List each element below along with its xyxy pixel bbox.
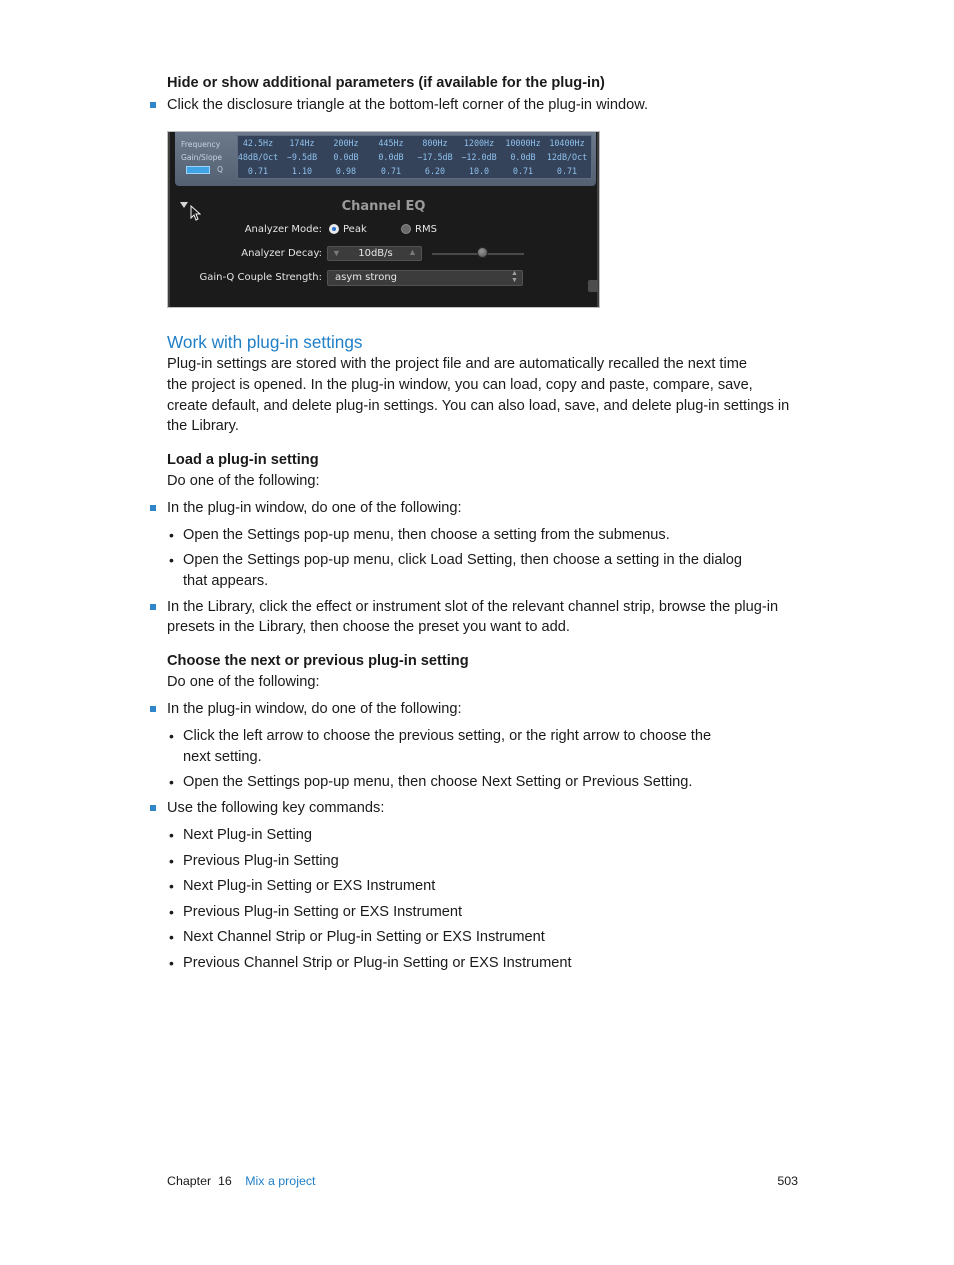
- bullet-square: [150, 706, 156, 712]
- footer-chapter: [167, 1173, 315, 1189]
- row-label-frequency: Frequency: [181, 140, 221, 149]
- freq-cell[interactable]: 10400Hz: [549, 138, 585, 148]
- bullet-square: [150, 102, 156, 108]
- paragraph-line: the Library.: [167, 418, 239, 435]
- eq-parameter-table: [175, 132, 596, 186]
- freq-cell[interactable]: 42.5Hz: [242, 138, 274, 148]
- decay-slider-knob[interactable]: [477, 247, 488, 258]
- key-command-item: Previous Plug-in Setting: [183, 853, 339, 869]
- sub-bullet-text: Open the Settings pop-up menu, then choose Next Setting or Previous Setting.: [183, 774, 693, 790]
- bullet-text: In the Library, click the effect or instrument slot of the relevant channel strip, browse the plug-in: [167, 599, 779, 615]
- bullet-dot: •: [169, 774, 174, 790]
- gain-cell[interactable]: −17.5dB: [417, 152, 453, 162]
- q-cell[interactable]: 0.71: [247, 166, 269, 176]
- freq-cell[interactable]: 10000Hz: [505, 138, 541, 148]
- bullet-dot: •: [169, 527, 174, 543]
- bullet-square: [150, 805, 156, 811]
- plugin-title: Channel EQ: [341, 199, 426, 214]
- bullet-square: [150, 505, 156, 511]
- bullet-text: In the plug-in window, do one of the following:: [167, 701, 462, 717]
- page-number: 503: [777, 1174, 798, 1188]
- popup-arrows-icon: ▲ ▼: [511, 270, 518, 284]
- key-command-item: Next Plug-in Setting or EXS Instrument: [183, 878, 436, 894]
- subheading-load: Load a plug-in setting: [167, 452, 319, 468]
- gain-q-label: Gain-Q Couple Strength:: [199, 272, 322, 283]
- sub-bullet-text: Open the Settings pop-up menu, then choose a setting from the submenus.: [183, 527, 670, 543]
- gain-cell[interactable]: −9.5dB: [286, 152, 318, 162]
- q-cell[interactable]: 0.71: [556, 166, 578, 176]
- section-paragraph: [167, 354, 789, 437]
- key-command-item: Previous Plug-in Setting or EXS Instrument: [183, 904, 463, 920]
- paragraph-line: the project is opened. In the plug-in window, you can load, copy and paste, compare, save,: [167, 376, 753, 393]
- bullet-dot: •: [169, 853, 174, 869]
- bullet-text: In the plug-in window, do one of the following:: [167, 500, 462, 516]
- scroll-handle[interactable]: [588, 280, 598, 292]
- analyzer-decay-label: Analyzer Decay:: [241, 248, 322, 259]
- bullet-dot: •: [169, 552, 174, 568]
- sub-bullet-text: that appears.: [183, 573, 269, 589]
- subheading-hide-show: Hide or show additional parameters (if available for the plug-in): [167, 75, 605, 91]
- rms-radio-label[interactable]: RMS: [415, 224, 437, 235]
- increment-arrow-icon[interactable]: ▲: [408, 247, 417, 257]
- bullet-dot: •: [169, 878, 174, 894]
- gain-q-value: asym strong: [335, 272, 398, 283]
- q-cell[interactable]: 0.71: [512, 166, 534, 176]
- freq-cell[interactable]: 800Hz: [422, 138, 448, 148]
- channel-eq-screenshot: [167, 131, 600, 308]
- freq-cell[interactable]: 174Hz: [289, 138, 315, 148]
- gain-cell[interactable]: 12dB/Oct: [546, 152, 588, 162]
- key-command-item: Next Plug-in Setting: [183, 827, 312, 843]
- paragraph-line: create default, and delete plug-in settings. You can also load, save, and delete plug-in settings in: [167, 397, 790, 414]
- decrement-arrow-icon[interactable]: ▼: [332, 248, 341, 258]
- peak-radio-icon[interactable]: [329, 224, 339, 234]
- freq-cell[interactable]: 200Hz: [333, 138, 359, 148]
- analyzer-mode-label: Analyzer Mode:: [244, 224, 322, 235]
- gain-cell[interactable]: 48dB/Oct: [237, 152, 279, 162]
- instruction-text: Click the disclosure triangle at the bottom-left corner of the plug-in window.: [167, 97, 649, 113]
- freq-cell[interactable]: 1200Hz: [463, 138, 495, 148]
- bullet-text: Use the following key commands:: [167, 800, 385, 816]
- eq-values-grid: [237, 135, 592, 179]
- gain-q-popup[interactable]: [327, 270, 523, 286]
- link-toggle-icon[interactable]: [186, 166, 210, 174]
- freq-cell[interactable]: 445Hz: [378, 138, 404, 148]
- gain-cell[interactable]: 0.0dB: [333, 152, 359, 162]
- gain-cell[interactable]: 0.0dB: [378, 152, 404, 162]
- footer-chapter-word: Chapter: [167, 1174, 212, 1188]
- lead-text: Do one of the following:: [167, 674, 320, 690]
- decay-stepper[interactable]: [327, 246, 422, 261]
- rms-radio-icon[interactable]: [401, 224, 411, 234]
- q-cell[interactable]: 0.98: [335, 166, 357, 176]
- footer-chapter-link[interactable]: Mix a project: [245, 1174, 316, 1188]
- bullet-square: [150, 604, 156, 610]
- row-label-gain-slope: Gain/Slope: [181, 153, 223, 162]
- bullet-dot: •: [169, 929, 174, 945]
- lead-text: Do one of the following:: [167, 473, 320, 489]
- sub-bullet-text: Click the left arrow to choose the previous setting, or the right arrow to choose the: [183, 728, 712, 744]
- subheading-choose: Choose the next or previous plug-in setting: [167, 653, 469, 669]
- paragraph-line: Plug-in settings are stored with the project file and are automatically recalled the next time: [167, 356, 747, 372]
- q-cell[interactable]: 1.10: [291, 166, 313, 176]
- sub-bullet-text: next setting.: [183, 749, 262, 765]
- bullet-dot: •: [169, 827, 174, 843]
- peak-radio-label[interactable]: Peak: [343, 224, 367, 235]
- key-command-item: Next Channel Strip or Plug-in Setting or EXS Instrument: [183, 929, 545, 945]
- q-cell[interactable]: 10.0: [468, 166, 490, 176]
- bullet-dot: •: [169, 904, 174, 920]
- section-title: Work with plug-in settings: [167, 332, 363, 352]
- bullet-dot: •: [169, 955, 174, 971]
- key-command-item: Previous Channel Strip or Plug-in Setting or EXS Instrument: [183, 955, 572, 971]
- decay-value: 10dB/s: [358, 248, 393, 259]
- row-label-q: Q: [217, 165, 223, 174]
- gain-cell[interactable]: −12.0dB: [461, 152, 497, 162]
- sub-bullet-text: Open the Settings pop-up menu, click Load Setting, then choose a setting in the dialog: [183, 552, 742, 568]
- q-cell[interactable]: 6.20: [424, 166, 446, 176]
- bullet-dot: •: [169, 728, 174, 744]
- footer-chapter-number: 16: [217, 1174, 232, 1188]
- q-cell[interactable]: 0.71: [380, 166, 402, 176]
- bullet-text: presets in the Library, then choose the preset you want to add.: [167, 619, 570, 635]
- gain-cell[interactable]: 0.0dB: [510, 152, 536, 162]
